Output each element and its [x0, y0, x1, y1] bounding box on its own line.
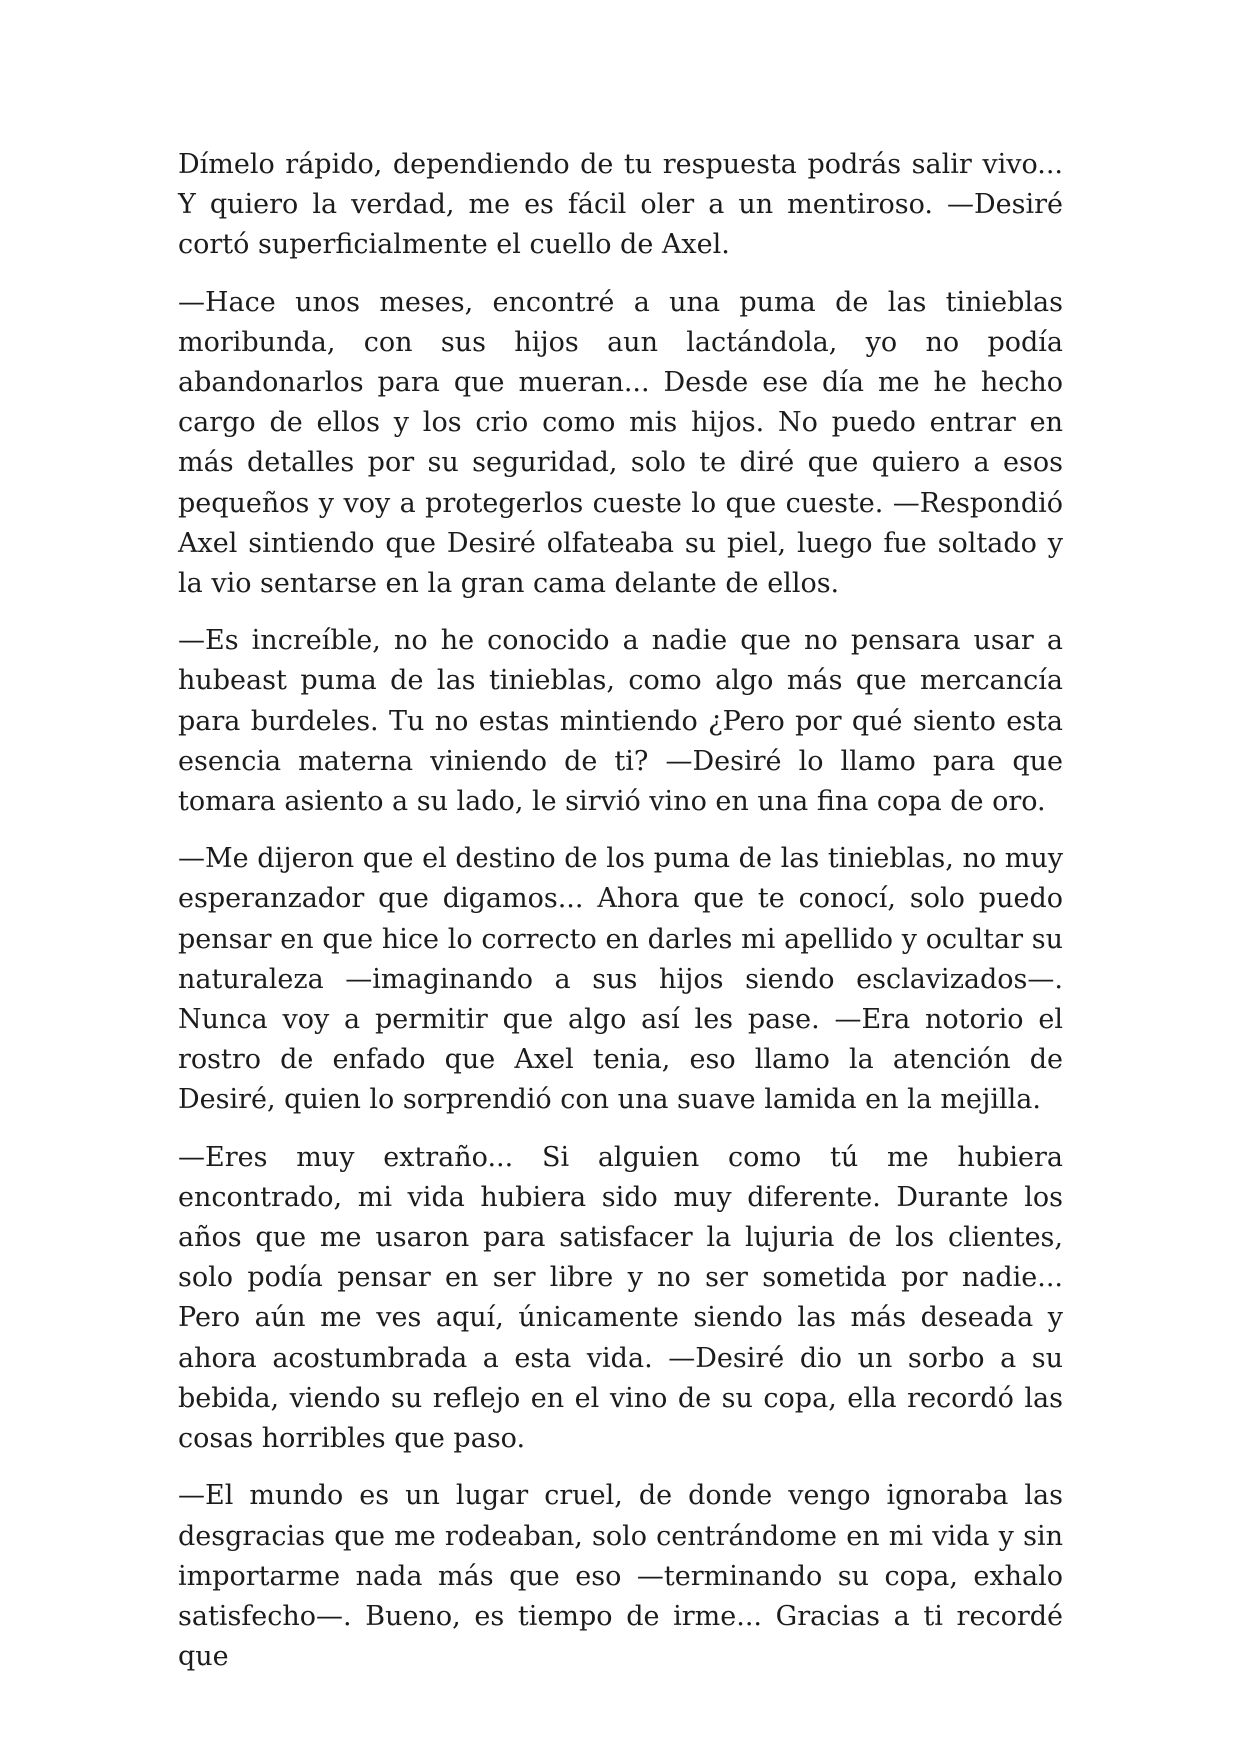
paragraph-3: —Es increíble, no he conocido a nadie que no pensara usar a hubeast puma de las tinieblas, como algo más que mercancía para burdeles. Tu no estas mintiendo ¿Pero por qué siento esta esencia materna viniendo de ti? —Desiré lo llamo para que tomara asiento a su lado, le sirvió vino en una fina copa de oro.	[178, 625, 1063, 818]
paragraph-6: —El mundo es un lugar cruel, de donde vengo ignoraba las desgracias que me rodeaban, solo centrándome en mi vida y sin importarme nada más que eso —terminando su copa, exhalo satisfecho—. Bueno, es tiempo de irme... Gracias a ti recordé que	[178, 1480, 1063, 1673]
paragraph-4: —Me dijeron que el destino de los puma de las tinieblas, no muy esperanzador que digamos... Ahora que te conocí, solo puedo pensar en que hice lo correcto en darles mi apellido y ocultar su naturaleza —imaginando a sus hijos siendo esclavizados—. Nunca voy a permitir que algo así les pase. —Era notorio el rostro de enfado que Axel tenia, eso llamo la atención de Desiré, quien lo sorprendió con una suave lamida en la mejilla.	[178, 843, 1063, 1116]
paragraph-2: —Hace unos meses, encontré a una puma de las tinieblas moribunda, con sus hijos aun lactándola, yo no podía abandonarlos para que mueran... Desde ese día me he hecho cargo de ellos y los crio como mis hijos. No puedo entrar en más detalles por su seguridad, solo te diré que quiero a esos pequeños y voy a protegerlos cueste lo que cueste. —Respondió Axel sintiendo que Desiré olfateaba su piel, luego fue soltado y la vio sentarse en la gran cama delante de ellos.	[178, 286, 1063, 600]
body-text	[178, 145, 1063, 1694]
paragraph-5: —Eres muy extraño... Si alguien como tú me hubiera encontrado, mi vida hubiera sido muy diferente. Durante los años que me usaron para satisfacer la lujuria de los clientes, solo podía pensar en ser libre y no ser sometida por nadie... Pero aún me ves aquí, únicamente siendo las más deseada y ahora acostumbrada a esta vida. —Desiré dio un sorbo a su bebida, viendo su reflejo en el vino de su copa, ella recordó las cosas horribles que paso.	[178, 1141, 1063, 1455]
paragraph-1: Dímelo rápido, dependiendo de tu respuesta podrás salir vivo... Y quiero la verdad, me es fácil oler a un mentiroso. —Desiré cortó superficialmente el cuello de Axel.	[178, 149, 1063, 261]
